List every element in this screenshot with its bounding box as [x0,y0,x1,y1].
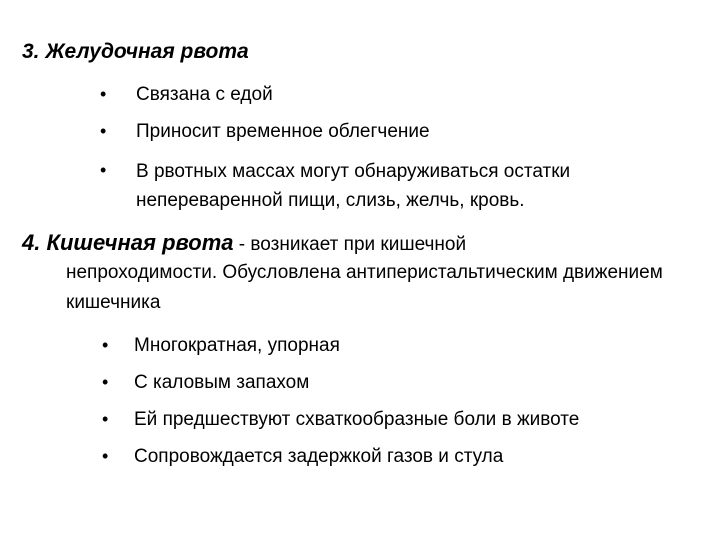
section3-title: 3. Желудочная рвота [22,40,249,63]
list-item [100,157,660,217]
bullet-icon: • [102,335,109,355]
list-item-text: Многократная, упорная [134,335,340,356]
bullet-icon: • [100,84,107,104]
section4-title: 4. Кишечная рвота [22,230,234,255]
bullet-icon: • [102,446,109,466]
list-item-text: Связана с едой [136,84,273,105]
list-item-text: С каловым запахом [134,372,310,393]
list-item-text: Приносит временное облегчение [136,121,430,142]
list-item [100,81,660,109]
bullet-icon: • [100,121,107,141]
list-item [102,369,662,397]
bullet-icon: • [102,372,109,392]
section4-heading [22,228,662,259]
list-item-text: Ей предшествуют схваткообразные боли в животе [134,409,580,430]
list-item [102,332,662,360]
list-item [102,443,662,471]
bullet-icon: • [100,160,107,180]
list-item-text: В рвотных массах могут обнаруживаться остатки непереваренной пищи, слизь, желчь, кровь. [136,161,571,211]
list-item [102,406,682,434]
list-item [100,118,660,146]
bullet-icon: • [102,409,109,429]
section4-intro-first-line: - возникает при кишечной [233,234,467,255]
list-item-text: Сопровождается задержкой газов и стула [134,446,504,467]
section4-intro-continued: непроходимости. Обусловлена антиперистальтическим движением кишечника [66,262,663,313]
